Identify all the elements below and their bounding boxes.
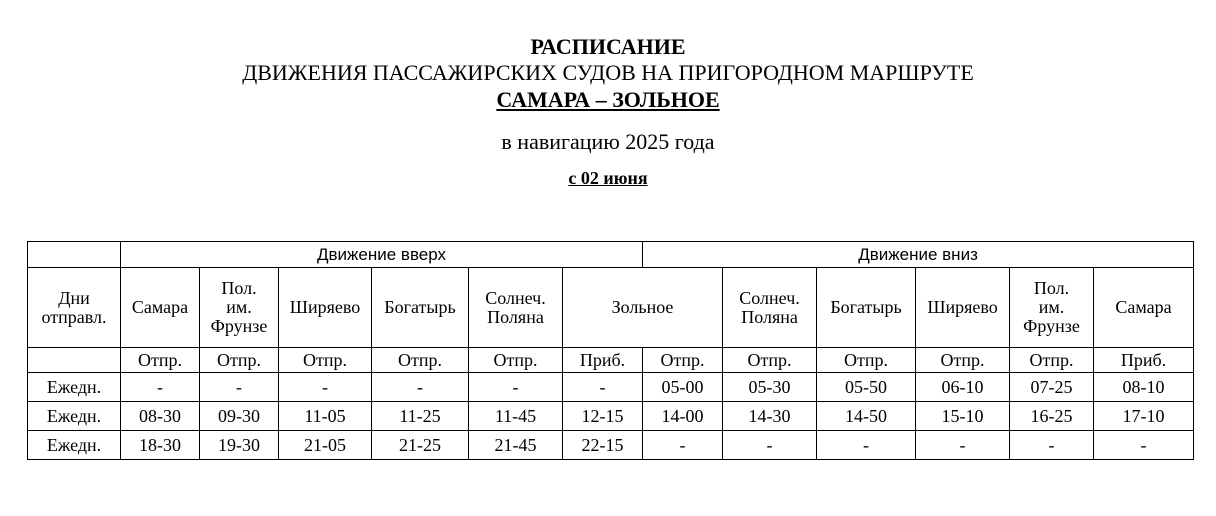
day-cell: Ежедн. xyxy=(28,373,121,402)
time-cell: - xyxy=(372,373,469,402)
station-name-line: Фрунзе xyxy=(1023,316,1080,336)
station-name-line: Самара xyxy=(131,297,189,317)
time-cell: - xyxy=(563,373,643,402)
time-cell: 17-10 xyxy=(1094,402,1194,431)
direction-up-header: Движение вверх xyxy=(121,242,643,268)
page-subtitle: ДВИЖЕНИЯ ПАССАЖИРСКИХ СУДОВ НА ПРИГОРОДНОМ МАРШРУТЕ xyxy=(242,60,974,86)
time-type-cell: Отпр. xyxy=(1010,348,1094,373)
time-cell: 05-50 xyxy=(817,373,916,402)
station-header xyxy=(1094,268,1194,348)
route-name: САМАРА – ЗОЛЬНОЕ xyxy=(496,86,720,112)
effective-date: с 02 июня xyxy=(568,167,648,188)
station-name-line: Пол. xyxy=(221,278,257,298)
station-name-line: Ширяево xyxy=(927,297,998,317)
table-row xyxy=(28,431,1194,460)
time-type-cell: Приб. xyxy=(563,348,643,373)
time-cell: 08-30 xyxy=(121,402,200,431)
station-name-line: Солнеч. xyxy=(739,287,800,308)
time-type-cell: Отпр. xyxy=(469,348,563,373)
time-cell: 11-05 xyxy=(279,402,372,431)
time-cell: 15-10 xyxy=(916,402,1010,431)
time-type-cell: Отпр. xyxy=(279,348,372,373)
turn-station-header: Зольное xyxy=(563,268,723,348)
station-name-line: Пол. xyxy=(1033,278,1070,298)
time-cell: 06-10 xyxy=(916,373,1010,402)
table-row xyxy=(28,402,1194,431)
time-cell: 07-25 xyxy=(1010,373,1094,402)
time-cell: - xyxy=(279,373,372,402)
station-name-line: Ширяево xyxy=(289,297,361,317)
time-cell: - xyxy=(1010,431,1094,460)
time-cell: 11-45 xyxy=(469,402,563,431)
direction-row xyxy=(28,242,1194,268)
time-cell: - xyxy=(1094,431,1194,460)
time-cell: 14-00 xyxy=(643,402,723,431)
types-corner-cell xyxy=(28,348,121,373)
time-cell: 11-25 xyxy=(372,402,469,431)
time-cell: 05-30 xyxy=(723,373,817,402)
time-cell: - xyxy=(469,373,563,402)
time-cell: - xyxy=(723,431,817,460)
time-cell: 14-50 xyxy=(817,402,916,431)
corner-cell xyxy=(28,242,121,268)
time-cell: 21-25 xyxy=(372,431,469,460)
time-cell: 16-25 xyxy=(1010,402,1094,431)
time-cell: - xyxy=(643,431,723,460)
navigation-season: в навигацию 2025 года xyxy=(501,129,715,155)
days-header xyxy=(28,268,121,348)
stations-row xyxy=(28,268,1194,348)
day-cell: Ежедн. xyxy=(28,402,121,431)
time-type-cell: Отпр. xyxy=(121,348,200,373)
time-cell: 09-30 xyxy=(200,402,279,431)
station-header xyxy=(1010,268,1094,348)
station-header xyxy=(817,268,916,348)
time-type-cell: Отпр. xyxy=(817,348,916,373)
station-name-line: Самара xyxy=(1115,297,1172,317)
time-type-cell: Отпр. xyxy=(200,348,279,373)
station-header xyxy=(723,268,817,348)
station-name-line: Солнеч. xyxy=(485,287,546,308)
station-name-line: Богатырь xyxy=(384,297,456,317)
station-header xyxy=(279,268,372,348)
time-cell: 19-30 xyxy=(200,431,279,460)
day-cell: Ежедн. xyxy=(28,431,121,460)
time-cell: 21-05 xyxy=(279,431,372,460)
time-type-cell: Отпр. xyxy=(916,348,1010,373)
station-header xyxy=(200,268,279,348)
time-cell: - xyxy=(121,373,200,402)
schedule-table xyxy=(27,241,1194,460)
station-name-line: Фрунзе xyxy=(210,316,268,336)
station-name-line: им. xyxy=(226,297,252,317)
station-name-line: им. xyxy=(1038,297,1065,317)
time-type-cell: Приб. xyxy=(1094,348,1194,373)
time-type-cell: Отпр. xyxy=(372,348,469,373)
days-header-line: отправл. xyxy=(41,306,107,327)
table-row xyxy=(28,373,1194,402)
time-cell: 14-30 xyxy=(723,402,817,431)
station-header xyxy=(372,268,469,348)
time-cell: 12-15 xyxy=(563,402,643,431)
time-cell: 05-00 xyxy=(643,373,723,402)
days-header-line: Дни xyxy=(58,287,90,308)
time-cell: 08-10 xyxy=(1094,373,1194,402)
direction-down-header: Движение вниз xyxy=(643,242,1194,268)
time-cell: 18-30 xyxy=(121,431,200,460)
station-header xyxy=(121,268,200,348)
time-type-cell: Отпр. xyxy=(643,348,723,373)
page-title: РАСПИСАНИЕ xyxy=(530,34,686,59)
schedule-header xyxy=(0,34,1216,189)
time-cell: 21-45 xyxy=(469,431,563,460)
time-cell: - xyxy=(200,373,279,402)
station-name-line: Поляна xyxy=(487,306,544,327)
time-type-cell: Отпр. xyxy=(723,348,817,373)
station-header xyxy=(916,268,1010,348)
types-row xyxy=(28,348,1194,373)
station-name-line: Поляна xyxy=(741,306,798,327)
time-cell: - xyxy=(916,431,1010,460)
station-name-line: Богатырь xyxy=(830,297,902,317)
time-cell: 22-15 xyxy=(563,431,643,460)
time-cell: - xyxy=(817,431,916,460)
station-header xyxy=(469,268,563,348)
